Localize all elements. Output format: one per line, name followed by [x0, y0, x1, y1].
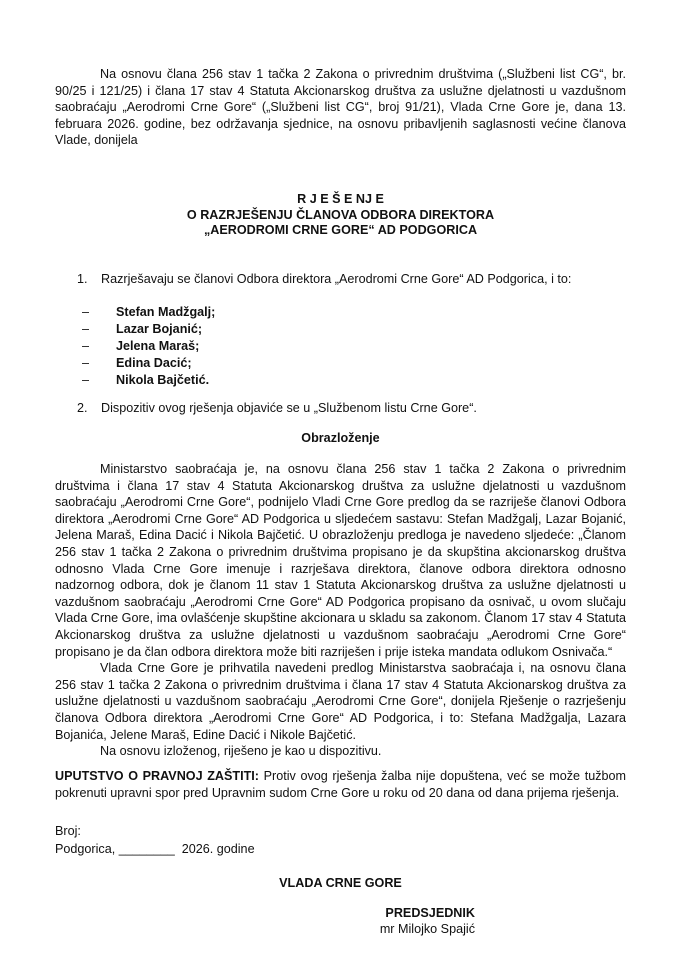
item-text: Dispozitiv ovog rješenja objaviće se u „Službenom listu Crne Gore“. — [101, 401, 477, 415]
item-number: 2. — [77, 401, 88, 415]
list-item — [55, 372, 626, 389]
dash-bullet: – — [82, 322, 90, 336]
number-label: Broj: — [55, 824, 81, 838]
title-line-2: O RAZRJEŠENJU ČLANOVA ODBORA DIREKTORA — [186, 207, 495, 222]
member-name: Lazar Bojanić; — [116, 322, 203, 336]
dash-bullet: – — [82, 305, 90, 319]
reasoning-paragraph: Na osnovu izloženog, riješeno je kao u dispozitivu. — [100, 744, 382, 759]
legal-remedy-text: Protiv ovog rješenja žalba nije dopuštena, već se može tužbom pokrenuti upravni spor pred Upravnim sudom Crne Gore u roku od 20 dana od dana prijema rješenja. — [55, 769, 627, 800]
reasoning-paragraph: Ministarstvo saobraćaja je, na osnovu člana 256 stav 1 tačka 2 Zakona o privrednim društvima i člana 17 stav 4 Statuta Akcionarskog društva za uslužne djelatnosti u vazdušnom saobraćaju „Aerodromi Crne Gore“, podnijelo Vladi Crne Gore predlog da se razriješe članovi Odbora direktora „Aerodromi Crne Gore“ AD Podgorica u sljedećem sastavu: Stefan Madžgalj, Lazar Bojanić, Jelena Maraš, Edina Dacić i Nikola Bajčetić. U obrazloženju predloga je navedeno sljedeće: „Članom 256 stav 1 tačka 2 Zakona o privrednim društvima propisano je da skupština akcionarskog društva odnosno Vlada Crne Gore imenuje i razrješava direktora, članove odbora direktora odnosno nadzornog odbora, dok je članom 11 stav 1 Statuta Akcionarskog društva za uslužne djelatnosti u vazdušnom saobraćaju „Aerodromi Crne Gore“ AD Podgorica propisano da osnivač, u ovom slučaju Vlada Crne Gore, ima ovlašćenje skupštine akcionara u skladu sa zakonom. Članom 17 stav 4 Statuta Akcionarskog društva za uslužne djelatnosti u vazdušnom saobraćaju „Aerodromi Crne Gore“ propisano je da član odbora direktora može biti razriješen i prije isteka mandata odlukom Osnivača.“ — [55, 462, 626, 659]
item-text: Razrješavaju se članovi Odbora direktora „Aerodromi Crne Gore“ AD Podgorica, i to: — [101, 272, 572, 286]
list-item — [55, 338, 626, 355]
member-name: Jelena Maraš; — [116, 339, 200, 353]
member-list — [55, 304, 626, 389]
reference — [55, 822, 626, 858]
reasoning-body — [55, 461, 626, 760]
title-line-1: R J E Š E NJ E — [297, 192, 384, 206]
reasoning-heading: Obrazloženje — [301, 431, 380, 445]
item-2 — [55, 400, 626, 417]
legal-remedy-label: UPUTSTVO O PRAVNOJ ZAŠTITI: — [55, 769, 259, 783]
dash-bullet: – — [82, 373, 90, 387]
signer-title: PREDSJEDNIK — [385, 906, 475, 920]
preamble — [55, 66, 626, 149]
signer-name: mr Milojko Spajić — [379, 922, 475, 936]
member-name: Stefan Madžgalj; — [116, 305, 216, 319]
legal-remedy — [55, 768, 626, 801]
reasoning-paragraph: Vlada Crne Gore je prihvatila navedeni predlog Ministarstva saobraćaja i, na osnovu člana 256 stav 1 tačka 2 Zakona o privrednim društvima i člana 17 stav 4 Statuta Akcionarskog društva za uslužne djelatnosti u vazdušnom saobraćaju „Aerodromi Crne Gore“, donijela Rješenje o razrješenju članova Odbora direktora „Aerodromi Crne Gore“ AD Podgorica, i to: Stefana Madžgalja, Lazara Bojanića, Jelene Maraš, Edine Dacić i Nikole Bajčetić. — [55, 661, 626, 742]
government-name: VLADA CRNE GORE — [279, 876, 402, 890]
document-title — [55, 192, 626, 239]
preamble-text: Na osnovu člana 256 stav 1 tačka 2 Zakona o privrednim društvima („Službeni list CG“, br. 90/25 i 121/25) i člana 17 stav 4 Statuta Akcionarskog društva za uslužne djelatnosti u vazdušnom saobraćaju „Aerodromi Crne Gore“ („Službeni list CG“, broj 91/21), Vlada Crne Gore je, dana 13. februara 2026. godine, bez održavanja sjednice, na osnovu pribavljenih saglasnosti većine članova Vlade, donijela — [55, 67, 626, 148]
member-name: Nikola Bajčetić. — [116, 373, 210, 387]
list-item — [55, 321, 626, 338]
item-number: 1. — [77, 272, 88, 286]
signature-block — [365, 905, 475, 937]
member-name: Edina Dacić; — [116, 356, 192, 370]
title-line-3: „AERODROMI CRNE GORE“ AD PODGORICA — [203, 223, 478, 238]
list-item — [55, 304, 626, 321]
dash-bullet: – — [82, 356, 90, 370]
place-date: Podgorica, ________ 2026. godine — [55, 842, 255, 856]
item-1 — [55, 271, 626, 288]
dash-bullet: – — [82, 339, 90, 353]
list-item — [55, 355, 626, 372]
